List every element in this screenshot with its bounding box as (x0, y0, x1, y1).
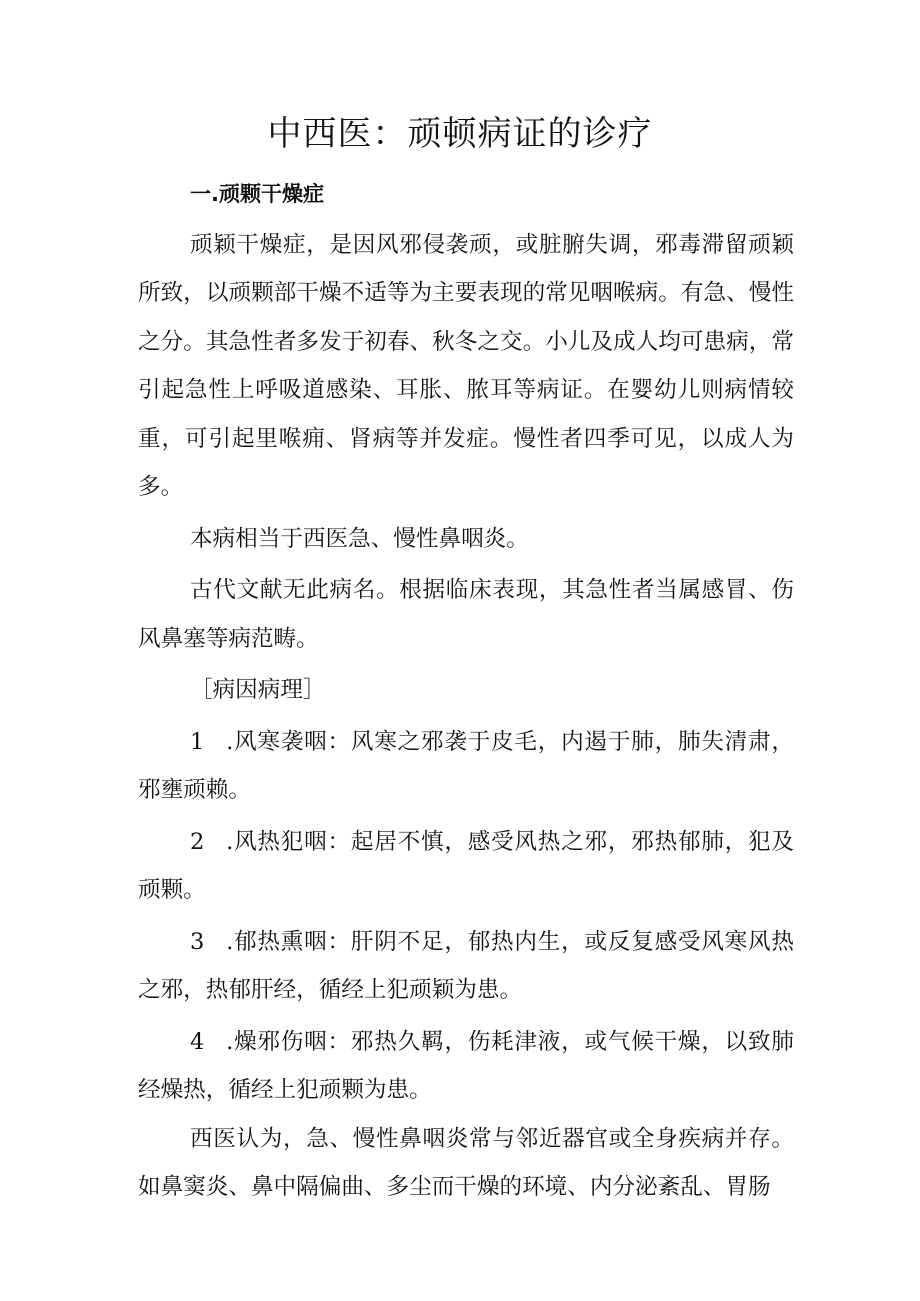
document-body (138, 170, 794, 1212)
paragraph-definition: 顽颖干燥症，是因风邪侵袭顽，或脏腑失调，邪毒滞留顽颖所致，以顽颗部干燥不适等为主要表现的常见咽喉病。有急、慢性之分。其急性者多发于初春、秋冬之交。小儿及成人均可患病，常引起急性上呼吸道感染、耳胀、脓耳等病证。在婴幼儿则病情较重，可引起里喉痈、肾病等并发症。慢性者四季可见，以成人为多。 (138, 231, 794, 500)
document-title: 中西医：顽顿病证的诊疗 (267, 114, 653, 154)
paragraph-ancient-literature: 古代文献无此病名。根据临床表现，其急性者当属感冒、伤风鼻塞等病范畴。 (138, 577, 794, 652)
etiology-item (138, 818, 794, 915)
etiology-item-text: .燥邪伤咽：邪热久羁，伤耗津液，或气候干燥，以致肺经燥热，循经上犯顽颗为患。 (138, 1028, 794, 1103)
etiology-item (138, 1018, 794, 1115)
paragraph-western-view: 西医认为，急、慢性鼻咽炎常与邻近器官或全身疾病并存。如鼻窦炎、鼻中隔偏曲、多尘而干燥的环境、内分泌紊乱、胃肠 (138, 1125, 794, 1200)
section-heading: 一.顽颗干燥症 (190, 182, 324, 206)
etiology-item-number: 2 (189, 828, 205, 855)
etiology-item (138, 718, 794, 815)
etiology-heading: ［病因病理］ (189, 677, 326, 703)
etiology-item-text: .风寒袭咽：风寒之邪袭于皮毛，内遏于肺，肺失清肃，邪壅顽赖。 (138, 728, 794, 803)
etiology-item (138, 918, 794, 1015)
etiology-item-text: .风热犯咽：起居不慎，感受风热之邪，邪热郁肺，犯及顽颗。 (138, 828, 794, 903)
paragraph-western-equivalent: 本病相当于西医急、慢性鼻咽炎。 (189, 525, 529, 552)
etiology-item-text: .郁热熏咽：肝阴不足，郁热内生，或反复感受风寒风热之邪，热郁肝经，循经上犯顽颖为患。 (138, 928, 794, 1003)
etiology-item-number: 4 (189, 1028, 205, 1055)
etiology-item-number: 1 (189, 728, 205, 755)
etiology-item-number: 3 (189, 928, 205, 955)
